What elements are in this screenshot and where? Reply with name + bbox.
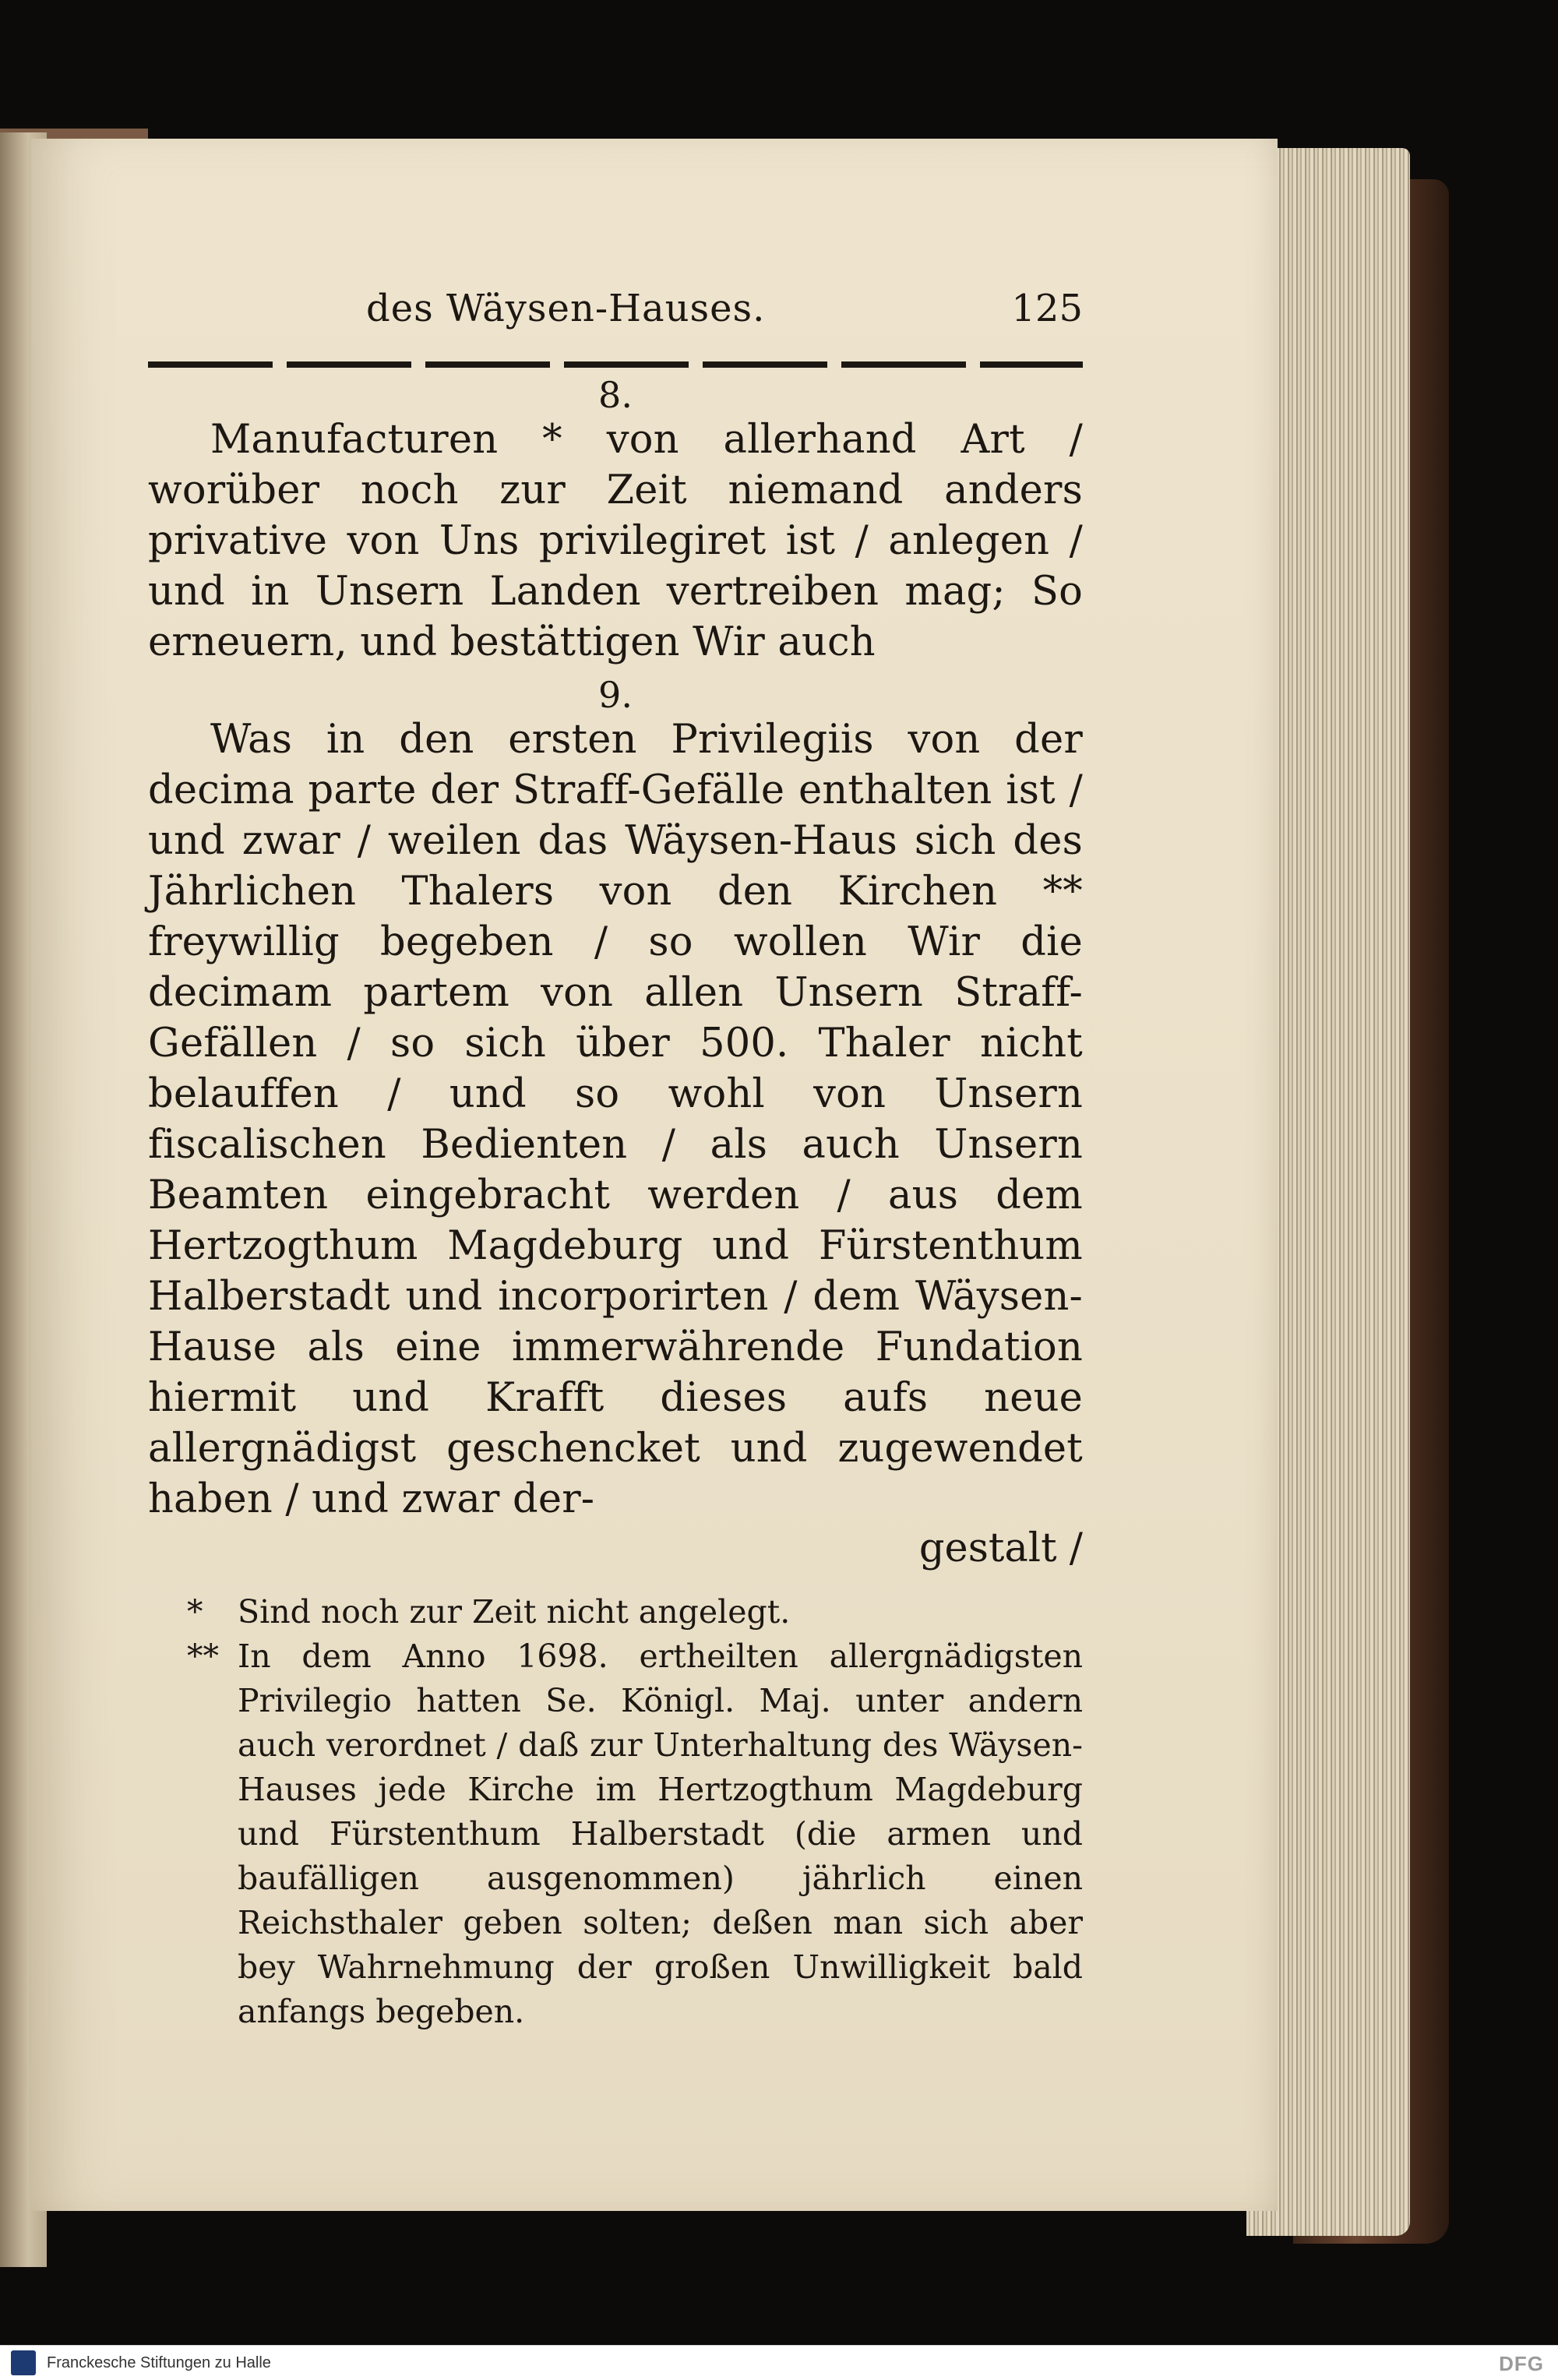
section-paragraph: Was in den ersten Privilegiis von der decima parte der Straff-Gefälle enthalten ist / und zwar / weilen das Wäysen-Haus sich des Jährlichen Thalers von den Kirchen ** freywillig begeben / so wollen Wir die decimam partem von allen Unsern Straff-Gefällen / so sich über 500. Thaler nicht belauffen / und so wohl von Unsern fiscalischen Bedienten / als auch Unsern Beamten eingebracht werden / aus dem Hertzogthum Magdeburg und Fürstenthum Halberstadt und incorporirten / dem Wäysen-Hause als eine immerwährende Fundation hiermit und Krafft dieses aufs neue allergnädigst geschencket und zugewendet haben / und zwar der- xyxy=(148,717,1083,1522)
running-head-title: des Wäysen-Hauses. xyxy=(366,287,766,330)
viewer-footer xyxy=(0,2345,1558,2380)
footnotes xyxy=(148,1590,1083,2034)
section-number: 9. xyxy=(598,674,633,716)
book-page xyxy=(31,139,1278,2211)
footnote xyxy=(148,1590,1083,1634)
footnote-mark: * xyxy=(187,1593,203,1631)
header-rule xyxy=(148,361,1083,368)
footnote-text: In dem Anno 1698. ertheilten allergnädigsten Privilegio hatten Se. Königl. Maj. unter andern auch verordnet / daß zur Unterhaltung des Wäysen-Hauses jede Kirche im Hertzogthum Magdeburg und Fürstenthum Halberstadt (die armen und baufälligen ausgenommen) jährlich einen Reichsthaler geben solten; deßen man sich aber bey Wahrnehmung der großen Unwilligkeit bald anfangs begeben. xyxy=(238,1638,1083,2030)
section-number: 8. xyxy=(598,374,633,416)
page-number: 125 xyxy=(1011,287,1083,330)
text-block xyxy=(148,287,1083,2034)
institution-name: Franckesche Stiftungen zu Halle xyxy=(47,2354,271,2371)
running-head xyxy=(148,287,1083,357)
dfg-logo: DFG xyxy=(1499,2352,1544,2375)
section-paragraph: Manufacturen * von allerhand Art / worüber noch zur Zeit niemand anders privative von Uns privilegiret ist / anlegen / und in Unsern Landen vertreiben mag; So erneuern, und bestättigen Wir auch xyxy=(148,417,1083,665)
footnote-mark: ** xyxy=(187,1638,219,1675)
footnote xyxy=(148,1634,1083,2034)
institution-logo-icon xyxy=(11,2350,36,2375)
catchword: gestalt / xyxy=(918,1525,1083,1571)
footnote-text: Sind noch zur Zeit nicht angelegt. xyxy=(238,1593,791,1631)
